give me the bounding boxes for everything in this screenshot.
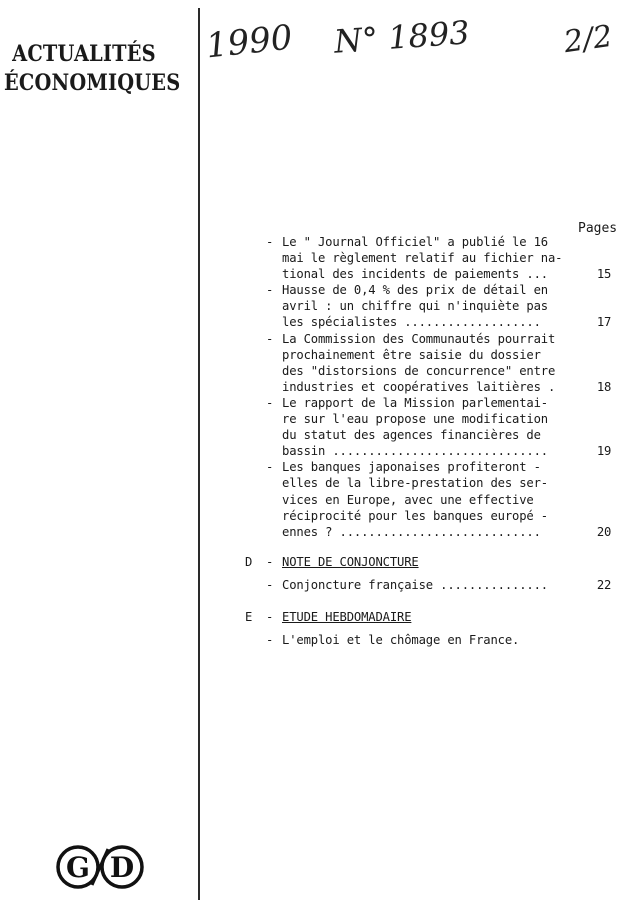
entry-page-number: 15 xyxy=(596,267,612,282)
entry-text-line: ennes ? ............................ xyxy=(282,524,541,539)
entry-text-line: Le " Journal Officiel" a publié le 16 xyxy=(282,235,548,249)
entry-text-line: La Commission des Communautés pourrait xyxy=(282,331,556,346)
masthead-line-2: ÉCONOMIQUES xyxy=(4,70,181,96)
entry-dash: - xyxy=(266,283,274,298)
entry-text-line: industries et coopératives laitières . xyxy=(282,379,556,394)
entry-text xyxy=(282,577,578,593)
entry-text-line: elles de la libre-prestation des ser- xyxy=(282,476,548,491)
toc-entry xyxy=(240,331,624,395)
section-letter: D xyxy=(245,554,253,569)
entry-text-line: prochainement être saisie du dossier xyxy=(282,347,541,362)
masthead xyxy=(4,40,181,98)
toc-entry xyxy=(240,459,624,539)
svg-text:G: G xyxy=(66,851,90,884)
entry-text xyxy=(282,632,578,648)
svg-text:D: D xyxy=(109,851,135,884)
section-item xyxy=(240,577,624,593)
entry-text xyxy=(282,282,578,330)
vertical-rule xyxy=(198,8,200,900)
entry-dash: - xyxy=(266,460,274,475)
toc-entry xyxy=(240,234,624,282)
entry-text-line: bassin .............................. xyxy=(282,444,548,459)
entry-text-line: Hausse de 0,4 % des prix de détail en xyxy=(282,283,548,298)
section-heading xyxy=(240,554,624,570)
handwritten-page-number: 2/2 xyxy=(561,18,615,61)
entry-text-line: réciprocité pour les banques europé - xyxy=(282,508,548,523)
masthead-line-1: ACTUALITÉS xyxy=(12,41,156,67)
section-title: NOTE DE CONJONCTURE xyxy=(282,554,419,569)
entry-page-number: 17 xyxy=(596,315,612,330)
entry-text-line: L'emploi et le chômage en France. xyxy=(282,633,520,648)
entry-dash: - xyxy=(266,633,274,648)
section-item xyxy=(240,632,624,648)
gd-logo-icon xyxy=(54,845,146,889)
entry-text xyxy=(282,234,578,282)
entry-text xyxy=(282,459,578,539)
entry-text-line: Le rapport de la Mission parlementai- xyxy=(282,395,548,410)
toc-entry xyxy=(240,395,624,459)
handwritten-year: 1990 xyxy=(204,17,295,67)
section-letter: E xyxy=(245,609,253,624)
entry-text-line: des "distorsions de concurrence" entre xyxy=(282,363,556,378)
section-heading xyxy=(240,609,624,625)
entry-text-line: re sur l'eau propose une modification xyxy=(282,412,548,427)
entry-text-line: mai le règlement relatif au fichier na- xyxy=(282,251,563,266)
entry-text-line: avril : un chiffre qui n'inquiète pas xyxy=(282,299,548,314)
section-title: ETUDE HEBDOMADAIRE xyxy=(282,609,412,624)
entry-text-line: tional des incidents de paiements ... xyxy=(282,267,548,282)
entry-text xyxy=(282,395,578,459)
entry-text-line: les spécialistes ................... xyxy=(282,315,541,330)
entry-page-number: 18 xyxy=(596,379,612,394)
toc-entry xyxy=(240,282,624,330)
entry-text-line: vices en Europe, avec une effective xyxy=(282,492,534,507)
entry-page-number: 22 xyxy=(596,577,612,592)
entry-page-number: 20 xyxy=(596,524,612,539)
entry-dash: - xyxy=(266,395,274,410)
toc-sections xyxy=(240,554,624,648)
section-dash: - xyxy=(266,554,274,569)
toc-entries xyxy=(240,234,624,540)
entry-dash: - xyxy=(266,331,274,346)
pages-column-header: Pages xyxy=(578,221,618,236)
entry-text xyxy=(282,331,578,395)
entry-dash: - xyxy=(266,577,274,592)
section-dash: - xyxy=(266,609,274,624)
entry-text-line: Les banques japonaises profiteront - xyxy=(282,460,541,475)
entry-text-line: Conjoncture française ............... xyxy=(282,577,548,592)
entry-page-number: 19 xyxy=(596,444,612,459)
handwritten-issue-number: N° 1893 xyxy=(332,13,471,61)
entry-text-line: du statut des agences financières de xyxy=(282,428,541,443)
table-of-contents xyxy=(240,234,624,648)
entry-dash: - xyxy=(266,235,274,249)
